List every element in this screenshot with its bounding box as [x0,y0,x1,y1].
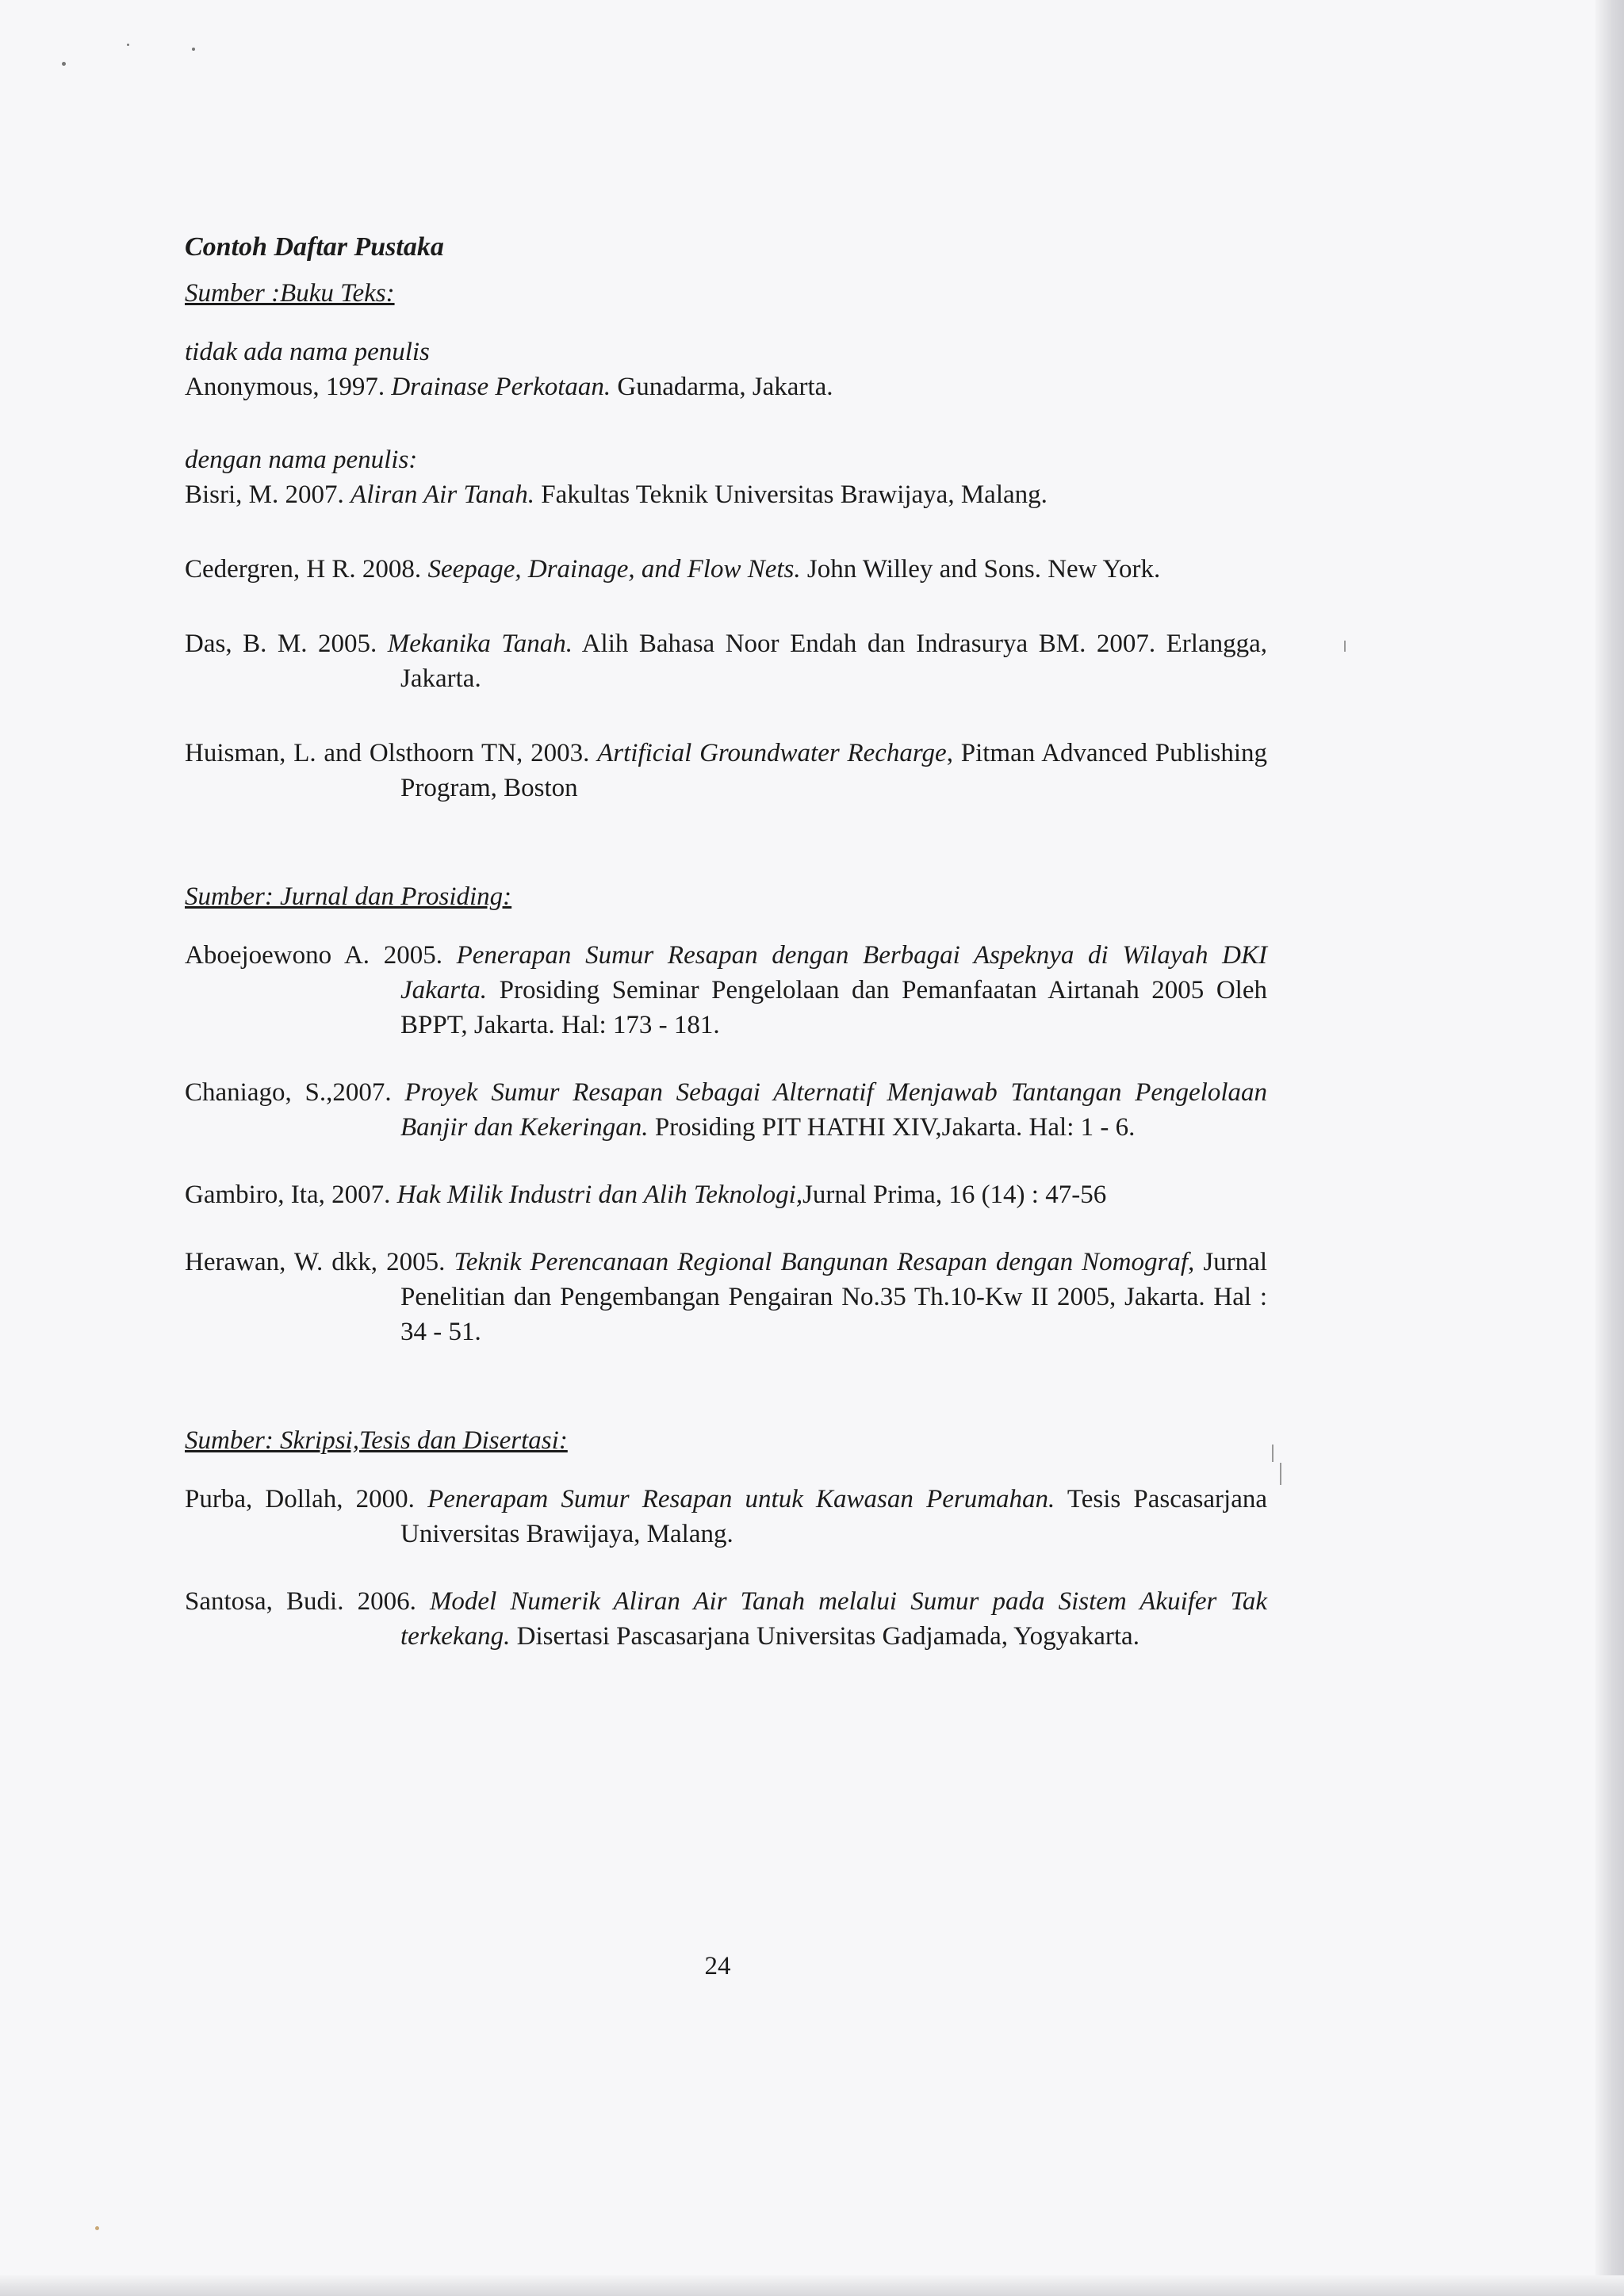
scan-speck [127,44,129,46]
scan-mark [1344,641,1346,652]
page-bottom-shadow [0,2275,1624,2296]
reference-entry: Huisman, L. and Olsthoorn TN, 2003. Artificial Groundwater Recharge, Pitman Advanced Publishing Program, Boston [185,739,1267,802]
page-edge-shadow [1595,0,1624,2296]
section-heading-buku-teks: Sumber :Buku Teks: [185,279,395,308]
scan-speck [62,62,66,66]
reference-entry: Santosa, Budi. 2006. Model Numerik Aliran Air Tanah melalui Sumur pada Sistem Akuifer Tak terkekang. Disertasi Pascasarjana Universitas Gadjamada, Yogyakarta. [185,1587,1267,1651]
reference-entry: Anonymous, 1997. Drainase Perkotaan. Gunadarma, Jakarta. [185,373,833,401]
reference-entry: Bisri, M. 2007. Aliran Air Tanah. Fakultas Teknik Universitas Brawijaya, Malang. [185,480,1048,509]
reference-entry: Cedergren, H R. 2008. Seepage, Drainage, and Flow Nets. John Willey and Sons. New York. [185,555,1161,584]
page-number: 24 [704,1952,731,1980]
reference-entry: Purba, Dollah, 2000. Penerapam Sumur Resapan untuk Kawasan Perumahan. Tesis Pascasarjana Universitas Brawijaya, Malang. [185,1485,1267,1548]
bibliography-body [185,230,1267,1686]
reference-entry: Chaniago, S.,2007. Proyek Sumur Resapan Sebagai Alternatif Menjawab Tantangan Pengelolaan Banjir dan Kekeringan. Prosiding PIT HATHI XIV,Jakarta. Hal: 1 - 6. [185,1078,1267,1142]
sub-label-no-author: tidak ada nama penulis [185,338,430,366]
reference-entry: Das, B. M. 2005. Mekanika Tanah. Alih Bahasa Noor Endah dan Indrasurya BM. 2007. Erlangga, Jakarta. [185,629,1267,693]
reference-entry: Gambiro, Ita, 2007. Hak Milik Industri dan Alih Teknologi,Jurnal Prima, 16 (14) : 47-56 [185,1181,1107,1209]
document-title: Contoh Daftar Pustaka [185,232,444,262]
section-heading-skripsi: Sumber: Skripsi,Tesis dan Disertasi: [185,1426,568,1455]
scan-speck [192,48,195,51]
scan-mark [1272,1445,1274,1462]
section-heading-jurnal: Sumber: Jurnal dan Prosiding: [185,882,512,911]
sub-label-with-author: dengan nama penulis: [185,446,418,474]
scan-speck [95,2226,99,2230]
scan-mark [1280,1463,1281,1485]
reference-entry: Aboejoewono A. 2005. Penerapan Sumur Resapan dengan Berbagai Aspeknya di Wilayah DKI Jakarta. Prosiding Seminar Pengelolaan dan Pemanfaatan Airtanah 2005 Oleh BPPT, Jakarta. Hal: 173 - 181. [185,941,1267,1039]
reference-entry: Herawan, W. dkk, 2005. Teknik Perencanaan Regional Bangunan Resapan dengan Nomograf, Jurnal Penelitian dan Pengembangan Pengairan No.35 Th.10-Kw II 2005, Jakarta. Hal : 34 - 51. [185,1248,1267,1346]
